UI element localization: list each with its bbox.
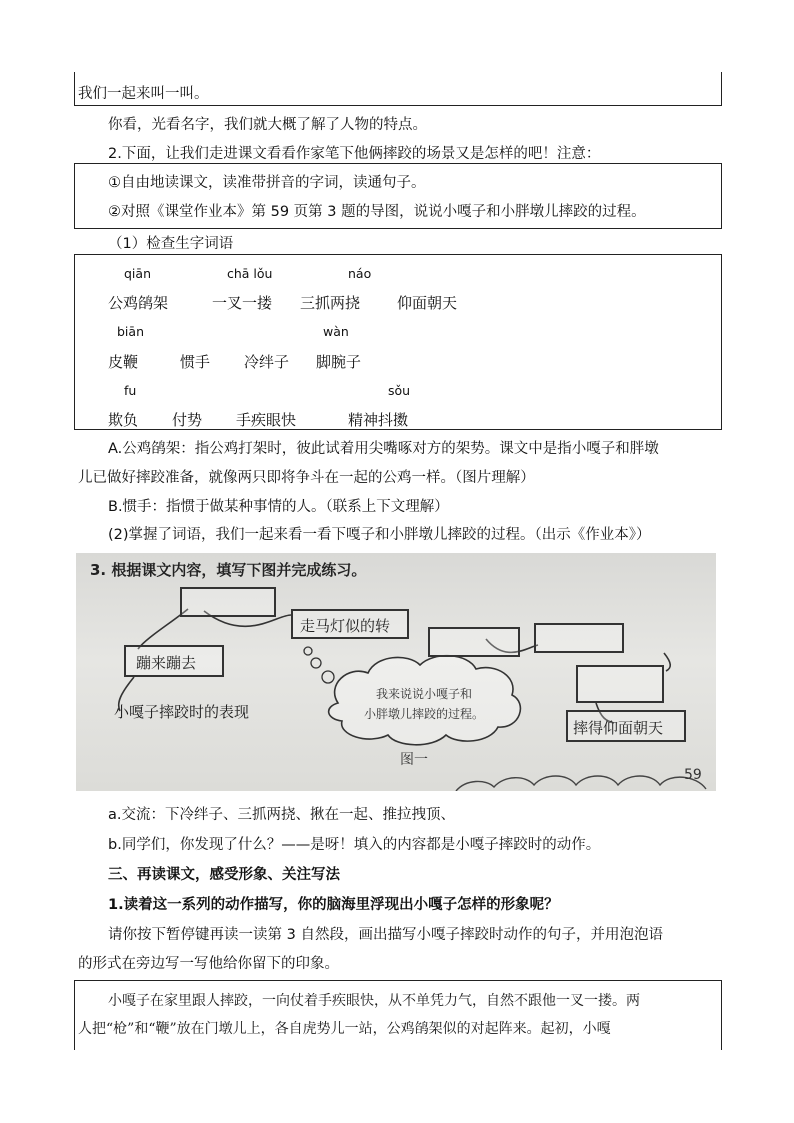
word-pibian: 皮鞭 — [108, 353, 139, 371]
cloud-line-1: 我来说说小嘎子和 — [376, 687, 473, 701]
para-step2: 2.下面，让我们走进课文看看作家笔下他俩摔跤的场景又是怎样的吧！注意： — [108, 146, 601, 162]
center-label: 小嘎子摔跤时的表现 — [114, 703, 250, 721]
top-box-text: 我们一起来叫一叫。 — [78, 86, 209, 102]
section3-title: 三、再读课文，感受形象、关注写法 — [108, 867, 340, 883]
word-jiaowanzi: 脚腕子 — [316, 353, 362, 371]
exchange-a: a.交流：下冷绊子、三抓两挠、揪在一起、推拉拽顶、 — [108, 807, 455, 823]
word-yichayilou: 一叉一搂 — [212, 294, 273, 312]
box-jump-text: 蹦来蹦去 — [136, 654, 197, 672]
sub2-title: (2)掌握了词语，我们一起来看一看下嘎子和小胖墩儿摔跤的过程。（出示《作业本》） — [108, 527, 651, 543]
q1-line-2: 的形式在旁边写一写他给你留下的印象。 — [78, 956, 339, 972]
q1-line-1: 请你按下暂停键再读一读第 3 自然段，画出描写小嘎子摔跤时动作的句子，并用泡泡语 — [108, 927, 663, 943]
excerpt-line-1: 小嘎子在家里跟人摔跤，一向仗着手疾眼快，从不单凭力气，自然不跟他一叉一搂。两 — [108, 993, 640, 1009]
note-a-line2: 儿已做好摔跤准备，就像两只即将争斗在一起的公鸡一样。（图片理解） — [78, 470, 535, 486]
pinyin-qian: qiān — [124, 266, 151, 281]
word-gongjiqianjia: 公鸡鹐架 — [108, 294, 169, 312]
word-sanzhualiangnao: 三抓两挠 — [300, 294, 361, 312]
word-qifu: 欺负 — [108, 411, 139, 429]
para-names: 你看，光看名字，我们就大概了解了人物的特点。 — [108, 117, 427, 133]
pinyin-bian: biān — [117, 324, 144, 339]
pinyin-wan: wàn — [323, 324, 349, 339]
workbook-figure-photo — [76, 553, 716, 791]
word-shoujiyankuai: 手疾眼快 — [236, 411, 297, 429]
excerpt-line-2: 人把“枪”和“鞭”放在门墩儿上，各自虎势儿一站，公鸡鹐架似的对起阵来。起初，小嘎 — [78, 1021, 611, 1037]
word-guanshou: 惯手 — [180, 353, 211, 371]
cloud-line-2: 小胖墩儿摔跤的过程。 — [364, 707, 485, 721]
figure-caption: 图一 — [400, 752, 428, 768]
word-fushi: 付势 — [172, 411, 203, 429]
word-lengbanzi: 冷绊子 — [244, 353, 290, 371]
q1-title: 1.读着这一系列的动作描写，你的脑海里浮现出小嘎子怎样的形象呢？ — [108, 897, 559, 913]
empty-box-top-left — [180, 587, 276, 617]
word-yangmianchaotian: 仰面朝天 — [397, 294, 458, 312]
notice-item-2: ②对照《课堂作业本》第 59 页第 3 题的导图，说说小嘎子和小胖墩儿摔跤的过程。 — [108, 204, 646, 220]
pinyin-fu: fu — [124, 383, 137, 398]
empty-box-middle — [428, 627, 520, 657]
sub1-title: （1）检查生字词语 — [108, 236, 234, 252]
empty-box-right — [534, 623, 624, 653]
empty-box-far-right — [576, 665, 664, 703]
figure-heading: 3. 根据课文内容，填写下图并完成练习。 — [90, 561, 367, 579]
box-spin-text: 走马灯似的转 — [300, 617, 391, 635]
notice-item-1: ①自由地读课文，读准带拼音的字词，读通句子。 — [108, 175, 426, 191]
word-jingshendousou: 精神抖擞 — [348, 411, 409, 429]
pinyin-chalou: chā lǒu — [227, 266, 273, 281]
box-fall-text: 摔得仰面朝天 — [573, 719, 664, 737]
pinyin-nao: náo — [348, 266, 372, 281]
pinyin-sou: sǒu — [388, 383, 411, 398]
note-a-line1: A.公鸡鹐架：指公鸡打架时，彼此试着用尖嘴啄对方的架势。课文中是指小嘎子和胖墩 — [108, 441, 659, 457]
vocab-box — [74, 254, 722, 430]
exchange-b: b.同学们，你发现了什么？——是呀！填入的内容都是小嘎子摔跤时的动作。 — [108, 837, 601, 853]
figure-page-number: 59 — [684, 767, 702, 783]
note-b: B.惯手：指惯于做某种事情的人。（联系上下文理解） — [108, 499, 449, 515]
